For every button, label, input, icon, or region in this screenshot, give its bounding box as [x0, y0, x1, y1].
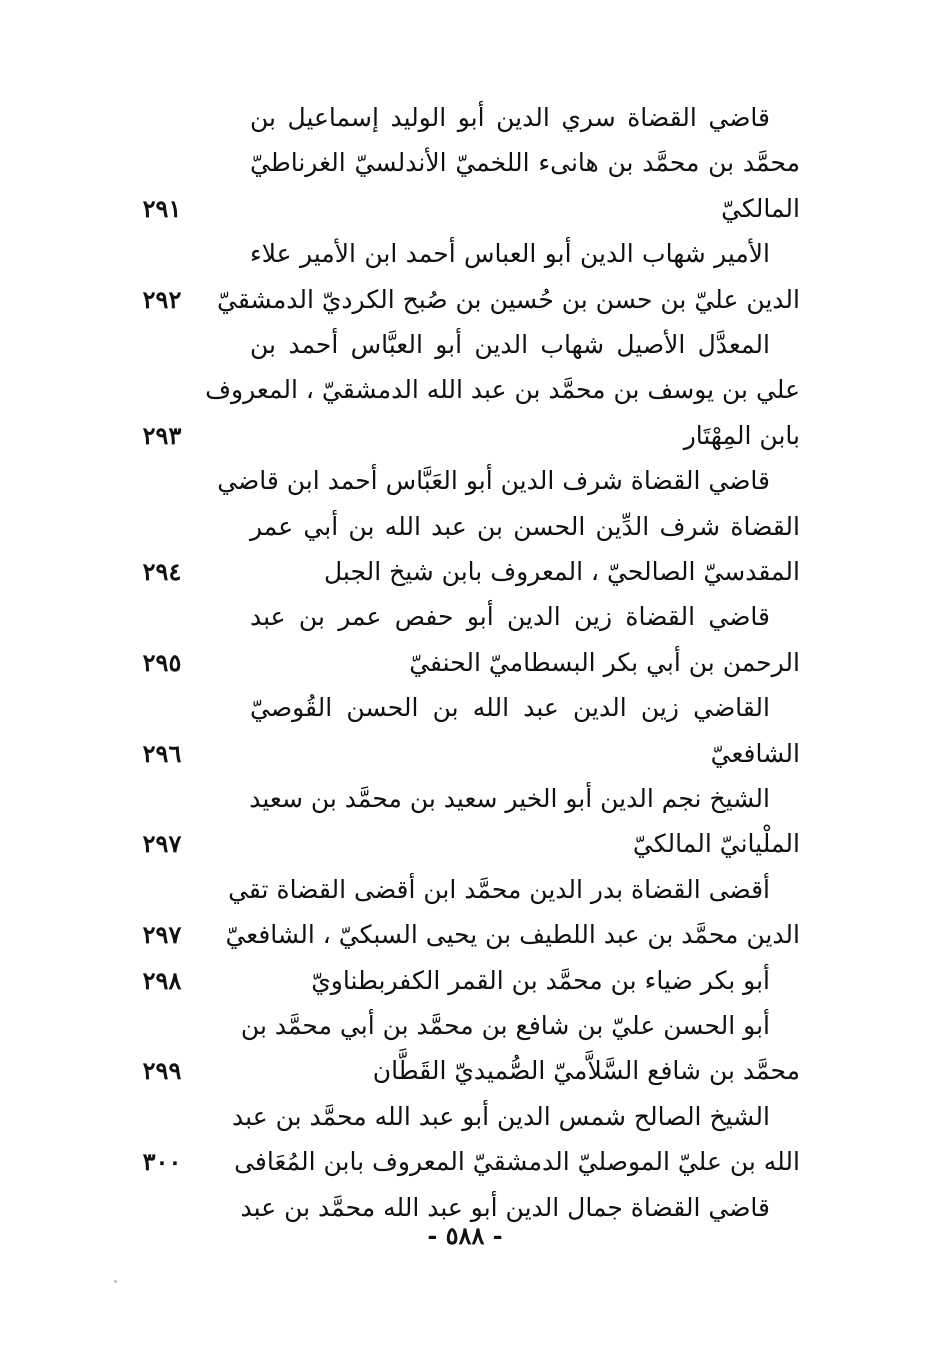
entry-page-number: ٢٩٧	[142, 829, 182, 859]
index-entry-line: قاضي القضاة جمال الدين أبو عبد الله محمَّد بن عبد	[240, 1192, 770, 1222]
index-entry-line: الشيخ نجم الدين أبو الخير سعيد بن محمَّد بن سعيد	[249, 784, 770, 813]
entry-page-number: ٢٩١	[142, 193, 182, 223]
entry-page-number: ٢٩٨	[142, 965, 182, 995]
index-entry-line: محمَّد بن محمَّد بن هانىء اللخميّ الأندلسيّ الغرناطيّ	[250, 148, 800, 178]
entry-page-number: ٢٩٣	[142, 420, 182, 450]
index-entry-line: الملْيانيّ المالكيّ	[632, 829, 800, 859]
page-number-footer: - ٥٨٨ -	[427, 1221, 503, 1250]
index-entry-line: الدين عليّ بن حسن بن حُسين بن صُبح الكرديّ الدمشقيّ	[217, 284, 800, 314]
entry-page-number: ٢٩٩	[142, 1056, 182, 1086]
entry-page-number: ٣٠٠	[142, 1147, 182, 1177]
index-entry-line: قاضي القضاة زين الدين أبو حفص عمر بن عبد	[250, 602, 770, 632]
index-entry-line: الله بن عليّ الموصليّ الدمشقيّ المعروف بابن المُعَافى	[234, 1147, 800, 1177]
index-entry-line: الشافعيّ	[710, 738, 800, 768]
index-entry-line: بابن المِهْتَار	[683, 420, 800, 450]
index-entry-line: الشيخ الصالح شمس الدين أبو عبد الله محمَّد بن عبد	[232, 1101, 770, 1131]
index-entry-line: الأمير شهاب الدين أبو العباس أحمد ابن الأمير علاء	[250, 239, 770, 269]
index-entry-line: القاضي زين الدين عبد الله بن الحسن القُوصيّ	[250, 693, 770, 723]
entry-page-number: ٢٩٢	[142, 284, 182, 314]
paper-speck	[114, 1280, 117, 1283]
entry-page-number: ٢٩٧	[142, 920, 182, 950]
entry-page-number: ٢٩٥	[142, 647, 182, 677]
index-entry-line: الدين محمَّد بن عبد اللطيف بن يحيى السبكيّ ، الشافعيّ	[225, 920, 800, 950]
index-entry-line: قاضي القضاة سري الدين أبو الوليد إسماعيل بن	[250, 103, 770, 132]
index-entry-line: علي بن يوسف بن محمَّد بن عبد الله الدمشقيّ ، المعروف	[205, 375, 800, 405]
index-entry-line: قاضي القضاة شرف الدين أبو العَبَّاس أحمد ابن قاضي	[217, 466, 770, 496]
index-entry-line: المقدسيّ الصالحيّ ، المعروف بابن شيخ الجبل	[323, 557, 800, 586]
entry-page-number: ٢٩٤	[142, 557, 182, 586]
index-entry-line: المالكيّ	[721, 193, 800, 223]
index-entry-line: محمَّد بن شافع السَّلاَّميّ الصُّميديّ القَطَّان	[372, 1056, 800, 1086]
index-entry-line: الرحمن بن أبي بكر البسطاميّ الحنفيّ	[409, 647, 800, 677]
index-entry-line: أبو بكر ضياء بن محمَّد بن القمر الكفربطناويّ	[311, 965, 770, 995]
entry-page-number: ٢٩٦	[142, 738, 182, 768]
index-entry-line: القضاة شرف الدِّين الحسن بن عبد الله بن أبي عمر	[250, 511, 800, 541]
index-entry-line: أقضى القضاة بدر الدين محمَّد ابن أقضى القضاة تقي	[228, 874, 770, 904]
index-entry-line: أبو الحسن عليّ بن شافع بن محمَّد بن أبي محمَّد بن	[240, 1011, 770, 1040]
index-entry-line: المعدَّل الأصيل شهاب الدين أبو العبَّاس أحمد بن	[250, 330, 770, 359]
